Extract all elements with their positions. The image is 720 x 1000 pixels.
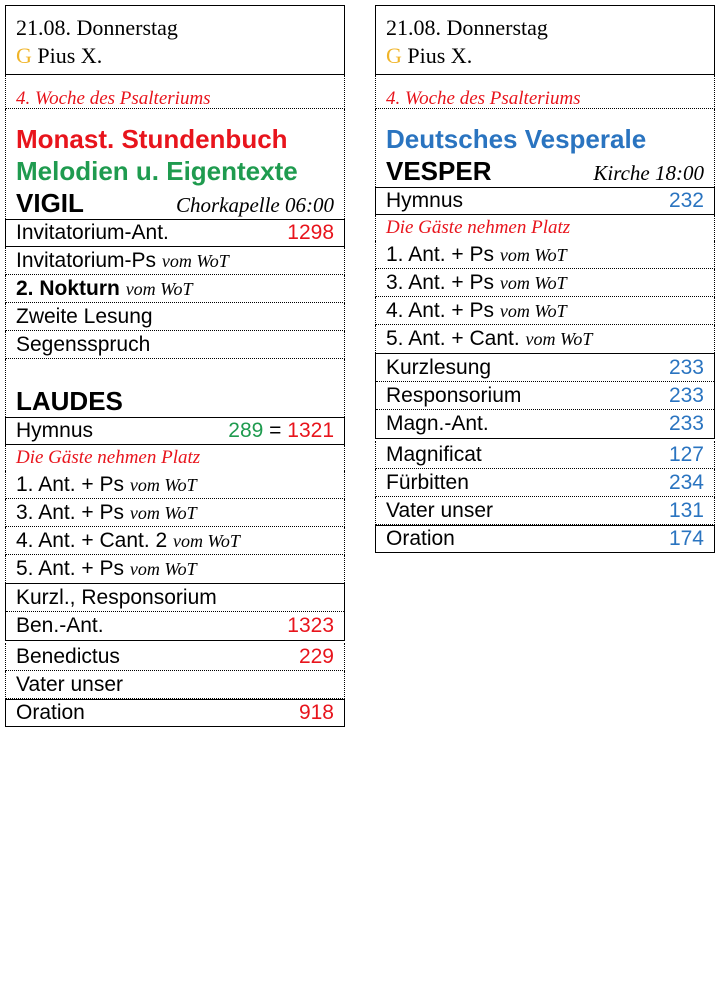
vesper-row-magnificat: Magnificat 127 <box>375 441 715 469</box>
laudes-row-vater-unser: Vater unser <box>5 671 345 699</box>
vesper-heading-row <box>376 155 714 187</box>
right-title-block <box>375 109 715 187</box>
vigil-row-zweite-lesung: Zweite Lesung <box>5 303 345 331</box>
left-book-title: Monast. Stundenbuch <box>16 124 288 154</box>
laudes-box-group <box>5 583 345 641</box>
vesper-location: Kirche 18:00 <box>593 161 704 185</box>
left-guests-note: Die Gäste nehmen Platz <box>5 445 345 471</box>
right-date-header <box>375 5 715 75</box>
right-book-title: Deutsches Vesperale <box>386 124 647 154</box>
laudes-row-ben-ant: Ben.-Ant. 1323 <box>16 614 334 637</box>
vesper-row-hymnus: Hymnus 232 <box>375 187 715 215</box>
vigil-heading-row <box>6 187 344 219</box>
left-title-block <box>5 109 345 219</box>
left-psalter-week: 4. Woche des Psalteriums <box>5 75 345 109</box>
vesper-row-ant3: 3. Ant. + Ps vom WoT <box>375 269 715 297</box>
vesper-row-ant1: 1. Ant. + Ps vom WoT <box>375 241 715 269</box>
left-rank-letter: G <box>16 43 32 68</box>
right-rank-letter: G <box>386 43 402 68</box>
laudes-title: LAUDES <box>16 386 123 416</box>
laudes-row-ant1: 1. Ant. + Ps vom WoT <box>5 471 345 499</box>
laudes-heading-row <box>6 385 344 417</box>
laudes-heading-block <box>5 359 345 417</box>
vigil-title: VIGIL <box>16 188 84 218</box>
right-date: 21.08. Donnerstag <box>386 15 548 40</box>
left-book-subtitle: Melodien u. Eigentexte <box>16 156 298 186</box>
laudes-row-ant3: 3. Ant. + Ps vom WoT <box>5 499 345 527</box>
vesper-row-oration: Oration 174 <box>375 525 715 553</box>
left-schedule-column <box>5 5 345 727</box>
vesper-row-responsorium: Responsorium 233 <box>376 382 714 410</box>
laudes-row-ant4: 4. Ant. + Cant. 2 vom WoT <box>5 527 345 555</box>
left-saint-line <box>16 42 334 70</box>
vigil-row-invitatorium-ps: Invitatorium-Ps vom WoT <box>5 247 345 275</box>
laudes-row-hymnus: Hymnus 289 = 1321 <box>5 417 345 445</box>
right-schedule-column <box>375 5 715 553</box>
vigil-row-invitatorium-ant: Invitatorium-Ant. 1298 <box>5 219 345 247</box>
vesper-row-kurzlesung: Kurzlesung 233 <box>376 354 714 382</box>
right-saint: Pius X. <box>407 43 473 68</box>
vesper-title: VESPER <box>386 156 492 186</box>
right-saint-line <box>386 42 704 70</box>
vigil-row-nokturn: 2. Nokturn vom WoT <box>5 275 345 303</box>
left-date: 21.08. Donnerstag <box>16 15 178 40</box>
vesper-row-fuerbitten: Fürbitten 234 <box>375 469 715 497</box>
vesper-row-ant4: 4. Ant. + Ps vom WoT <box>375 297 715 325</box>
vesper-row-vater-unser: Vater unser 131 <box>375 497 715 525</box>
vigil-row-segensspruch: Segensspruch <box>5 331 345 359</box>
laudes-row-oration: Oration 918 <box>5 699 345 727</box>
vigil-location: Chorkapelle 06:00 <box>175 193 334 217</box>
laudes-row-benedictus: Benedictus 229 <box>5 643 345 671</box>
vesper-box-group <box>375 353 715 439</box>
laudes-row-kurzlesung: Kurzl., Responsorium <box>6 584 344 612</box>
right-psalter-week: 4. Woche des Psalteriums <box>375 75 715 109</box>
right-guests-note: Die Gäste nehmen Platz <box>375 215 715 241</box>
vesper-row-ant5: 5. Ant. + Cant. vom WoT <box>375 325 715 353</box>
laudes-row-ant5: 5. Ant. + Ps vom WoT <box>5 555 345 583</box>
left-saint: Pius X. <box>37 43 103 68</box>
vesper-row-magn-ant: Magn.-Ant. 233 <box>386 412 704 435</box>
left-date-header <box>5 5 345 75</box>
